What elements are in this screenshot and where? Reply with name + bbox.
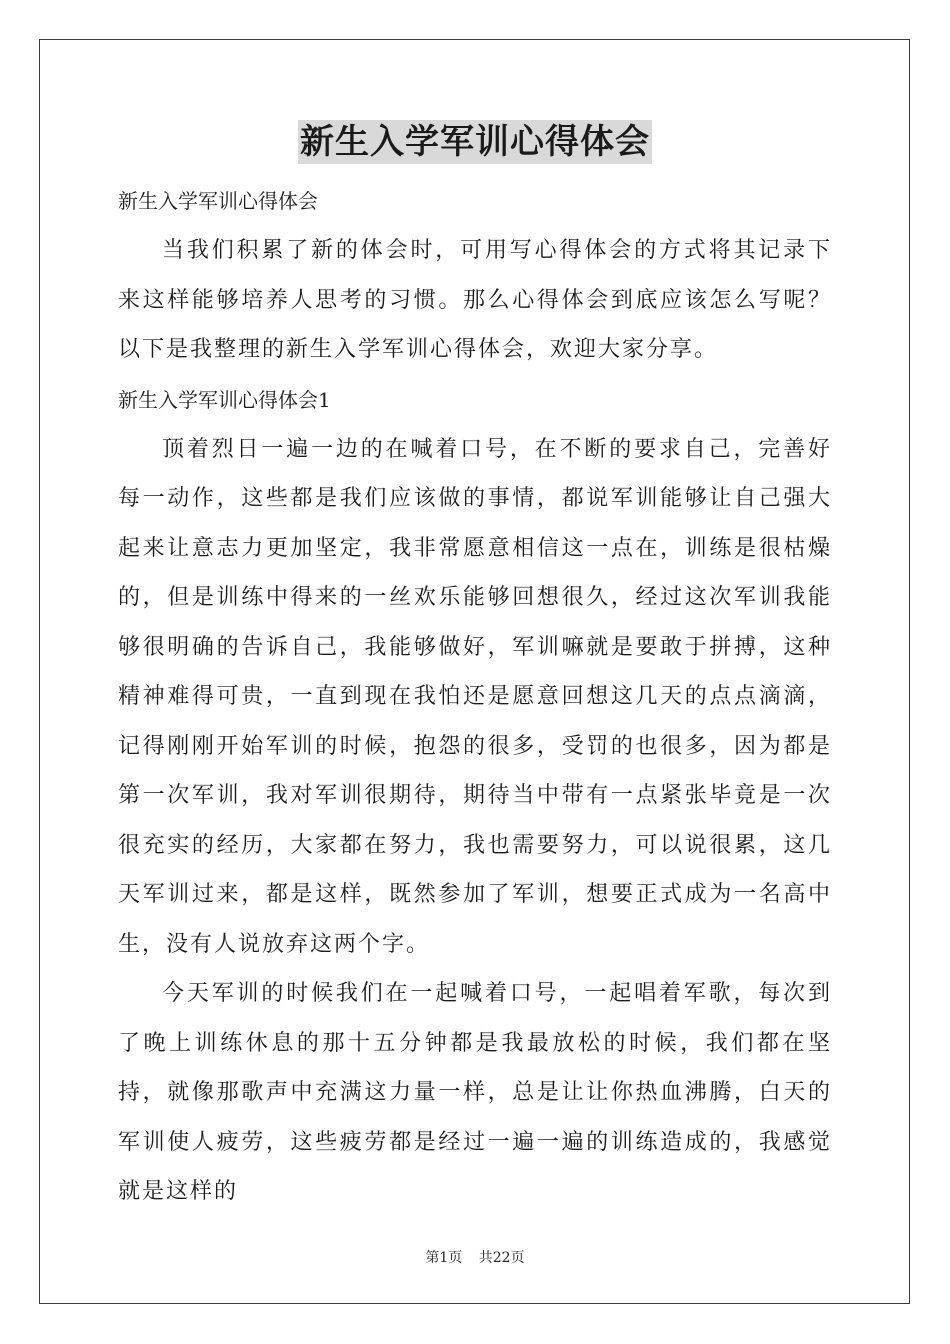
intro-paragraph: 当我们积累了新的体会时，可用写心得体会的方式将其记录下来这样能够培养人思考的习惯。那么心得体会到底应该怎么写呢？以下是我整理的新生入学军训心得体会，欢迎大家分享。 — [118, 238, 832, 362]
document-subtitle: 新生入学军训心得体会 — [118, 189, 318, 213]
section-heading: 新生入学军训心得体会1 — [118, 387, 331, 412]
page-footer — [0, 1247, 950, 1267]
page-total: 共22页 — [478, 1250, 525, 1266]
document-title: 新生入学军训心得体会 — [300, 122, 650, 162]
body-paragraph: 顶着烈日一遍一边的在喊着口号，在不断的要求自己，完善好每一动作，这些都是我们应该做的事情，都说军训能够让自己强大起来让意志力更加坚定，我非常愿意相信这一点在，训练是很枯燥的，但是训练中得来的一丝欢乐能够回想很久，经过这次军训我能够很明确的告诉自己，我能够做好，军训嘛就是要敢于拼搏，这种精神难得可贵，一直到现在我怕还是愿意回想这几天的点点滴滴，记得刚刚开始军训的时候，抱怨的很多，受罚的也很多，因为都是第一次军训，我对军训很期待，期待当中带有一点紧张毕竟是一次很充实的经历，大家都在努力，我也需要努力，可以说很累，这几天军训过来，都是这样，既然参加了军训，想要正式成为一名高中生，没有人说放弃这两个字。 — [118, 436, 832, 957]
body-paragraph: 今天军训的时候我们在一起喊着口号，一起唱着军歌，每次到了晚上训练休息的那十五分钟都是我最放松的时候，我们都在坚持，就像那歌声中充满这力量一样，总是让让你热血沸腾，白天的军训使人疲劳，这些疲劳都是经过一遍一遍的训练造成的，我感觉就是这样的 — [118, 981, 832, 1204]
page-number: 第1页 — [425, 1250, 463, 1266]
document-body — [118, 120, 832, 1217]
title-wrap — [118, 120, 832, 176]
